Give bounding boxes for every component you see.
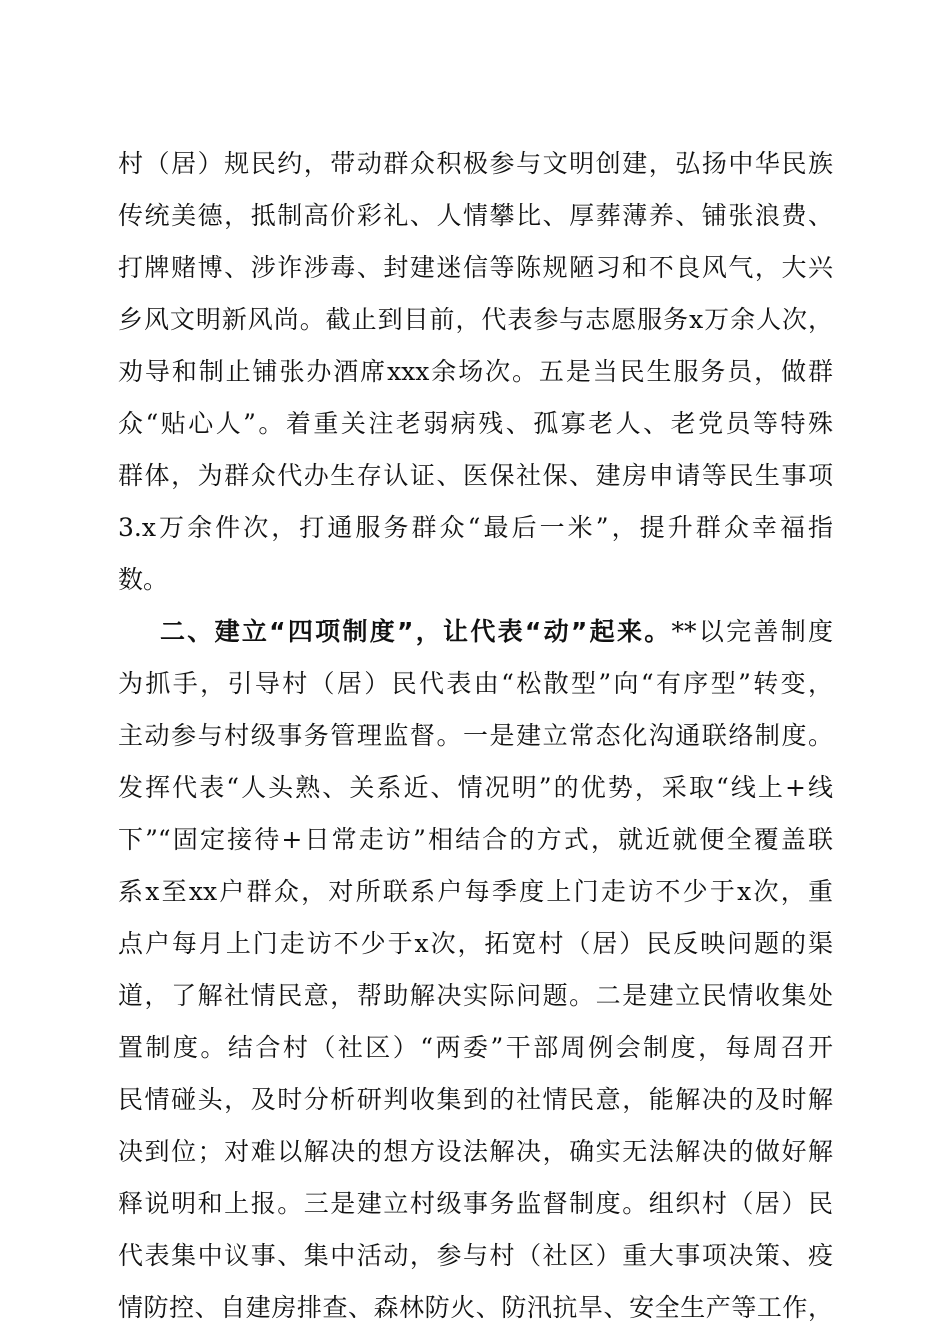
paragraph-line: 为抓手，引导村（居）民代表由“松散型”向“有序型”转变， <box>118 669 833 698</box>
paragraph-line: 释说明和上报。三是建立村级事务监督制度。组织村（居）民 <box>118 1189 833 1218</box>
paragraph-line: 劝导和制止铺张办酒席xxx余场次。五是当民生服务员，做群 <box>118 357 833 386</box>
paragraph-line: 主动参与村级事务管理监督。一是建立常态化沟通联络制度。 <box>118 721 833 750</box>
paragraph-line: 村（居）规民约，带动群众积极参与文明创建，弘扬中华民族 <box>118 149 833 178</box>
paragraph-line: 系x至xx户群众，对所联系户每季度上门走访不少于x次，重 <box>118 877 833 906</box>
paragraph-line: 下”“固定接待+日常走访”相结合的方式，就近就便全覆盖联 <box>118 825 833 854</box>
paragraph-line: 众“贴心人”。着重关注老弱病残、孤寡老人、老党员等特殊 <box>118 409 833 438</box>
section-heading-line <box>160 612 833 652</box>
paragraph-line: 传统美德，抵制高价彩礼、人情攀比、厚葬薄养、铺张浪费、 <box>118 201 833 230</box>
paragraph-line: 道，了解社情民意，帮助解决实际问题。二是建立民情收集处 <box>118 981 833 1010</box>
paragraph-line: 决到位；对难以解决的想方设法解决，确实无法解决的做好解 <box>118 1137 833 1166</box>
paragraph-line: 乡风文明新风尚。截止到目前，代表参与志愿服务x万余人次， <box>118 305 833 334</box>
paragraph-line: 数。 <box>118 565 169 594</box>
paragraph-line: 3.x万余件次，打通服务群众“最后一米”，提升群众幸福指 <box>118 513 833 542</box>
paragraph-line: 情防控、自建房排查、森林防火、防汛抗旱、安全生产等工作， <box>118 1293 833 1322</box>
paragraph-line: 点户每月上门走访不少于x次，拓宽村（居）民反映问题的渠 <box>118 929 833 958</box>
section-heading: 二、建立“四项制度”，让代表“动”起来。 <box>160 617 672 646</box>
paragraph-line: 群体，为群众代办生存认证、医保社保、建房申请等民生事项 <box>118 461 833 490</box>
paragraph-line: 置制度。结合村（社区）“两委”干部周例会制度，每周召开 <box>118 1033 833 1062</box>
section-heading-continuation: **以完善制度 <box>671 617 833 646</box>
paragraph-line: 代表集中议事、集中活动，参与村（社区）重大事项决策、疫 <box>118 1241 833 1270</box>
paragraph-line: 民情碰头，及时分析研判收集到的社情民意，能解决的及时解 <box>118 1085 833 1114</box>
paragraph-line: 打牌赌博、涉诈涉毒、封建迷信等陈规陋习和不良风气，大兴 <box>118 253 833 282</box>
paragraph-line: 发挥代表“人头熟、关系近、情况明”的优势，采取“线上+线 <box>118 773 833 802</box>
